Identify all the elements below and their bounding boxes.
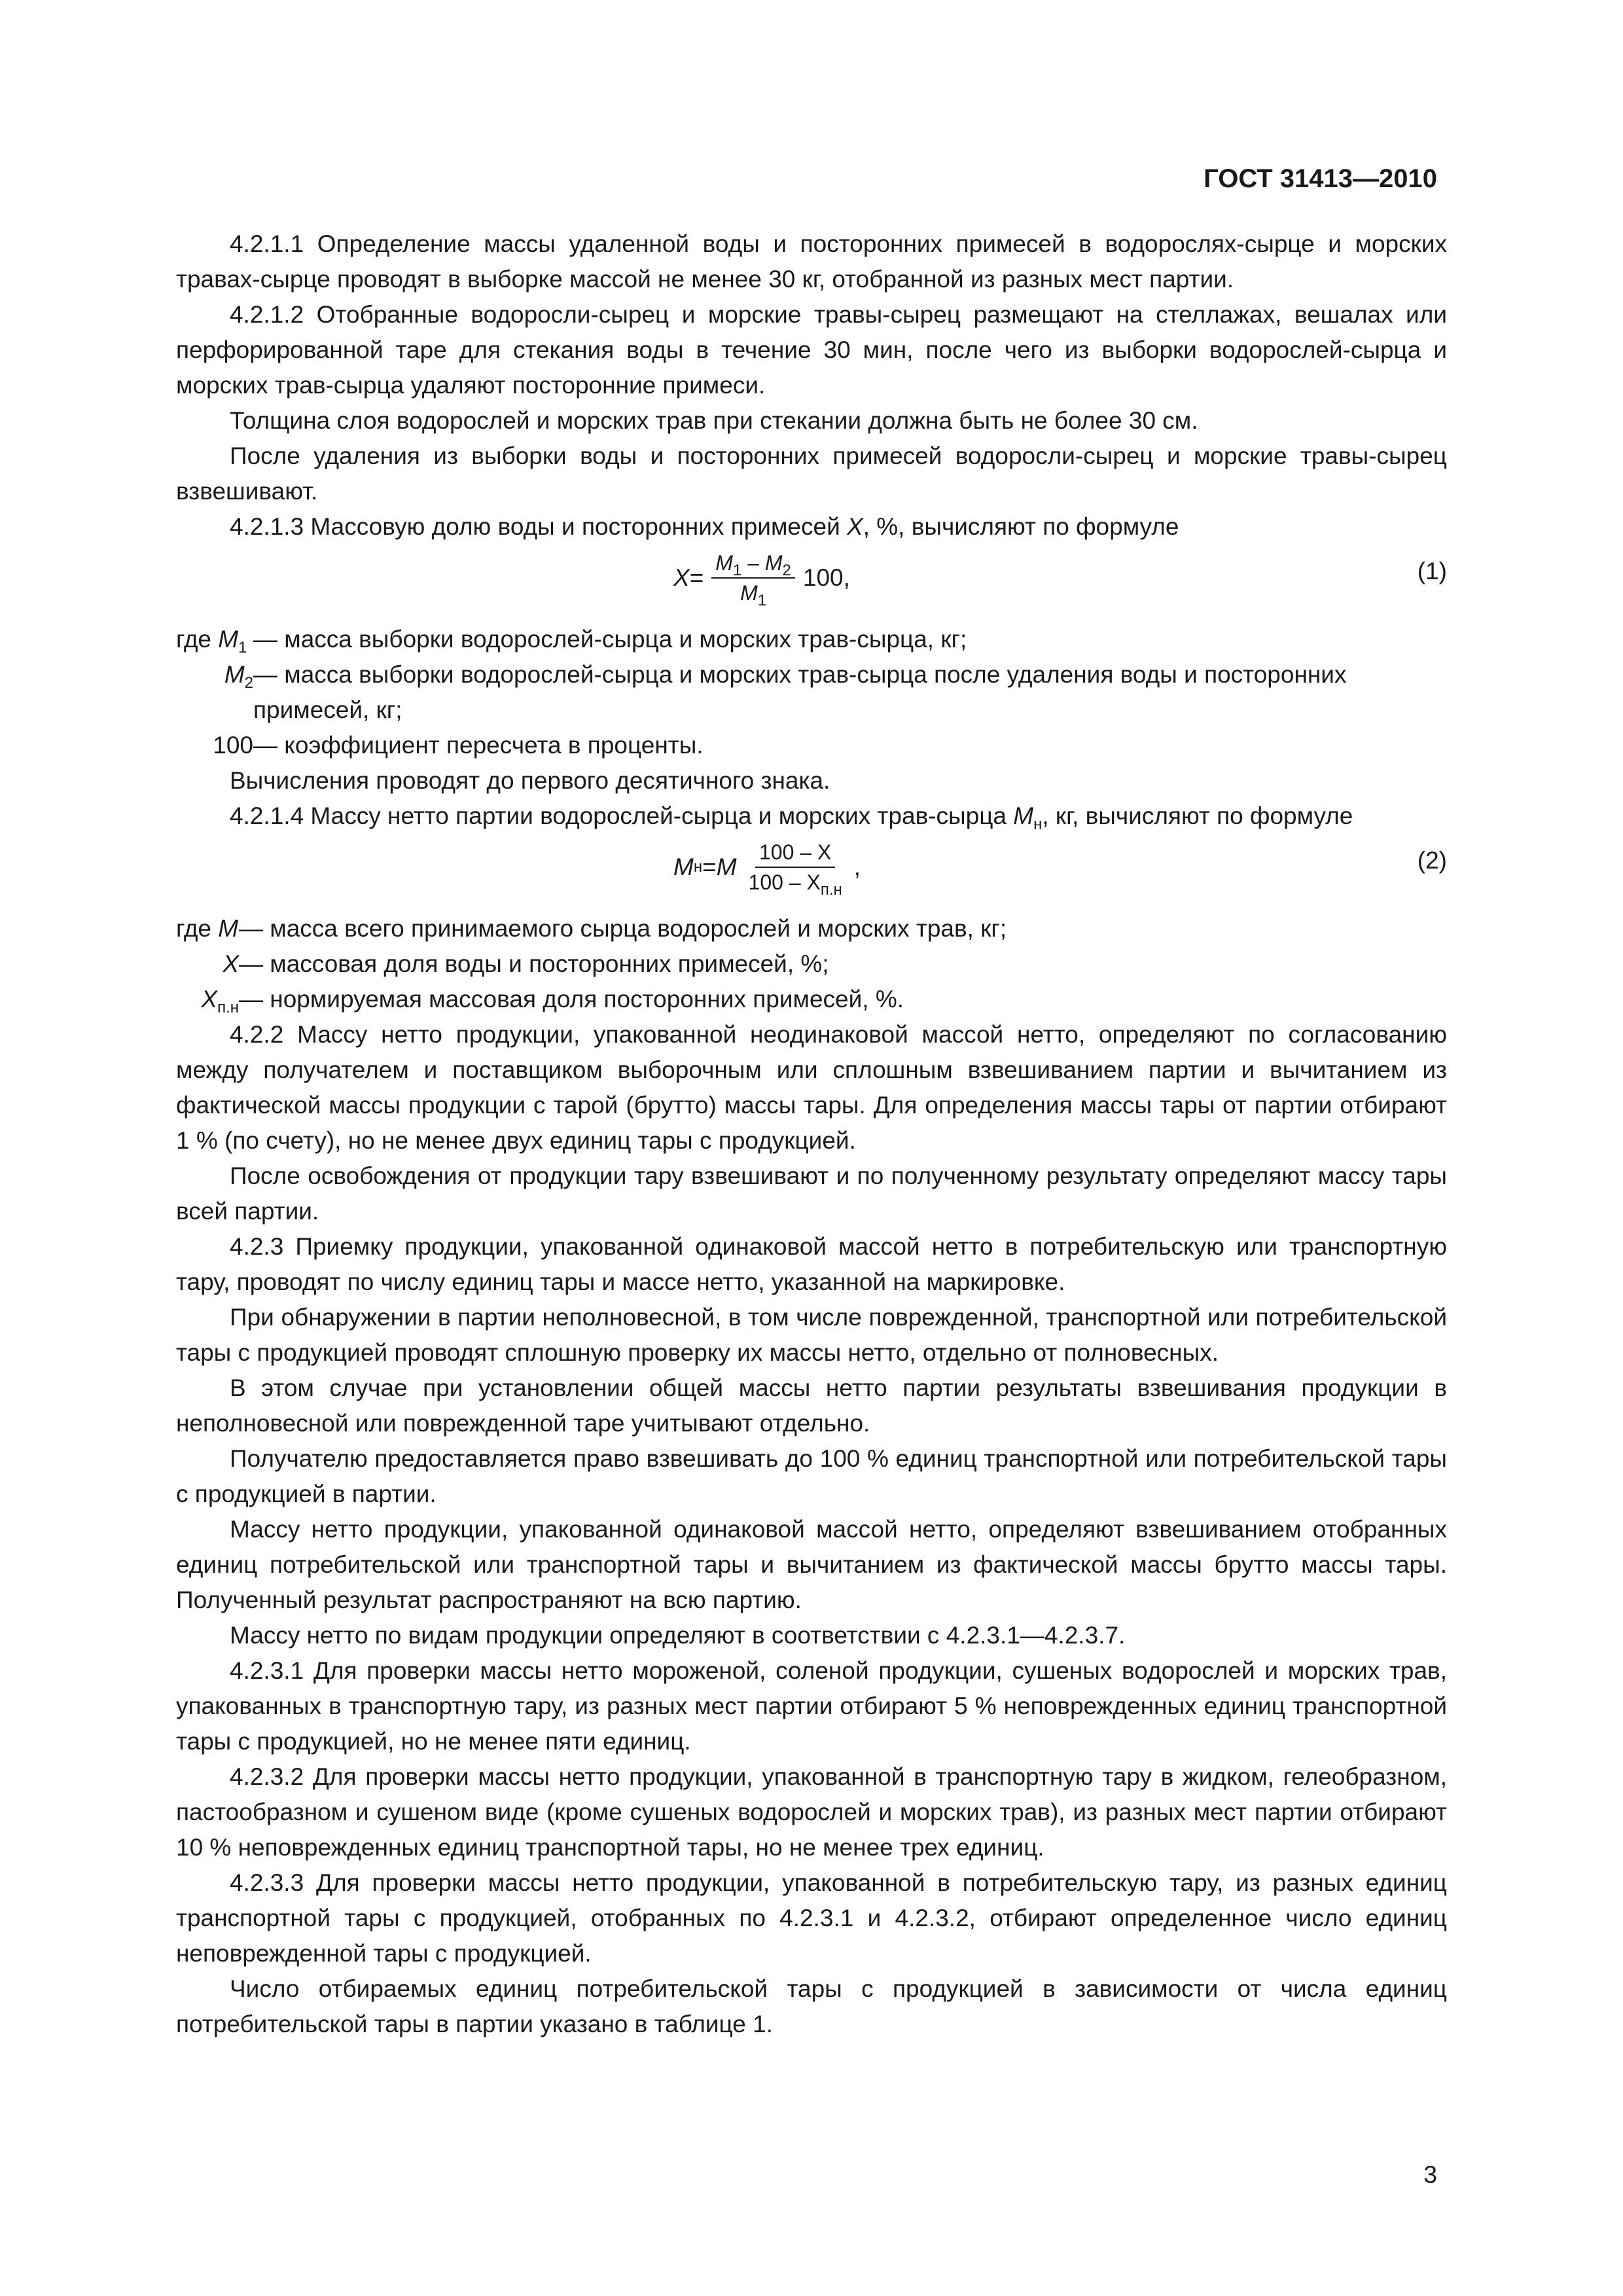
paragraph-4-2-3-2: 4.2.3.2 Для проверки массы нетто продукции, упакованной в транспортную тару в жидком, гелеобразном, пастообразном и сушеном виде (кроме сушеных водорослей и морских трав), из разных мест партии отбирают 10 % неповрежденных единиц транспортной тары, но не менее трех единиц. bbox=[176, 1763, 1447, 1861]
standard-title: ГОСТ 31413—2010 bbox=[1204, 164, 1437, 193]
formula-2-lhs: M bbox=[673, 853, 694, 880]
paragraph-tare-weighing: После освобождения от продукции тару взвешивают и по полученному результату определяют массу тары всей партии. bbox=[176, 1162, 1447, 1225]
paragraph-underweight: При обнаружении в партии неполновесной, в том числе поврежденной, транспортной или потребительской тары с продукцией проводят сплошную проверку их массы нетто, отдельно от полновесных. bbox=[176, 1304, 1447, 1366]
paragraph-by-type: Массу нетто по видам продукции определяют в соответствии с 4.2.3.1—4.2.3.7. bbox=[230, 1622, 1126, 1649]
paragraph-layer-thickness: Толщина слоя водорослей и морских трав при стекании должна быть не более 30 см. bbox=[230, 407, 1198, 434]
paragraph-4-2-1-4: 4.2.1.4 Массу нетто партии водорослей-сырца и морских трав-сырца $M_н$, кг, вычисляют по формуле bbox=[230, 802, 1353, 833]
paragraph-4-2-3-3: 4.2.3.3 Для проверки массы нетто продукции, упакованной в потребительскую тару, из разных единиц транспортной тары с продукцией, отобранных по 4.2.3.1 и 4.2.3.2, отбирают определенное число единиц неповрежденной тары с продукцией. bbox=[176, 1869, 1447, 1967]
where-m1: где $M_1$ — масса выборки водорослей-сырца и морских трав-сырца, кг; bbox=[176, 626, 967, 656]
document-body bbox=[176, 226, 1447, 2042]
where-100: 100 — коэффициент пересчета в проценты. bbox=[213, 732, 704, 759]
where-m: где M — масса всего принимаемого сырца водорослей и морских трав, кг; bbox=[176, 915, 1007, 942]
page-number: 3 bbox=[1423, 2161, 1437, 2188]
paragraph-4-2-1-2: 4.2.1.2 Отобранные водоросли-сырец и морские травы-сырец размещают на стеллажах, вешалах или перфорированной таре для стекания воды в течение 30 мин, после чего из выборки водорослей-сырца и морских трав-сырца удаляют посторонние примеси. bbox=[176, 301, 1447, 399]
formula-1-number: (1) bbox=[1417, 558, 1447, 584]
formula-2: M н = M $\frac{100 - X}{100 - X_{п.н}}$ , (2) bbox=[673, 840, 1447, 899]
where-x: X — массовая доля воды и посторонних примесей, %; bbox=[223, 950, 829, 977]
paragraph-total-mass: В этом случае при установлении общей массы нетто партии результаты взвешивания продукции в неполновесной или поврежденной таре учитывают отдельно. bbox=[176, 1374, 1447, 1437]
paragraph-weighing: После удаления из выборки воды и посторонних примесей водоросли-сырец и морские травы-сырец взвешивают. bbox=[176, 442, 1447, 505]
formula-2-number: (2) bbox=[1417, 847, 1447, 874]
paragraph-4-2-1-3: 4.2.1.3 Массовую долю воды и посторонних примесей X, %, вычисляют по формуле bbox=[230, 513, 1179, 540]
paragraph-4-2-3-1: 4.2.3.1 Для проверки массы нетто мороженой, соленой продукции, сушеных водорослей и морских трав, упакованных в транспортную тару, из разных мест партии отбирают 5 % неповрежденных единиц транспортной тары с продукцией, но не менее пяти единиц. bbox=[176, 1657, 1447, 1755]
formula-2-fraction: $\frac{100 - X}{100 - X_{п.н}}$ bbox=[748, 840, 842, 899]
formula-1-fraction: $\frac{M_1 - M_2}{M_1}$ bbox=[711, 550, 795, 606]
where-m2: $M_2$ — масса выборки водорослей-сырца и морских трав-сырца после удаления воды и посторонних примесей, кг; bbox=[224, 661, 1347, 723]
paragraph-table-ref: Число отбираемых единиц потребительской тары с продукцией в зависимости от числа единиц потребительской тары в партии указано в таблице 1. bbox=[176, 1975, 1447, 2037]
formula-1: X = $\frac{M_1 - M_2}{M_1}$ 100, (1) bbox=[673, 551, 1447, 609]
where-xpn: $X_{п.н}$ — нормируемая массовая доля посторонних примесей, %. bbox=[201, 986, 904, 1016]
paragraph-4-2-3: 4.2.3 Приемку продукции, упакованной одинаковой массой нетто в потребительскую или транспортную тару, проводят по числу единиц тары и массе нетто, указанной на маркировке. bbox=[176, 1233, 1447, 1295]
paragraph-decimal: Вычисления проводят до первого десятичного знака. bbox=[230, 767, 830, 794]
paragraph-net-mass: Массу нетто продукции, упакованной одинаковой массой нетто, определяют взвешиванием отобранных единиц потребительской или транспортной тары и вычитанием из фактической массы брутто массы тары. Полученный результат распространяют на всю партию. bbox=[176, 1516, 1447, 1613]
paragraph-recipient-right: Получателю предоставляется право взвешивать до 100 % единиц транспортной или потребительской тары с продукцией в партии. bbox=[176, 1445, 1447, 1507]
paragraph-4-2-1-1: 4.2.1.1 Определение массы удаленной воды и посторонних примесей в водорослях-сырце и морских травах-сырце проводят в выборке массой не менее 30 кг, отобранной из разных мест партии. bbox=[176, 230, 1447, 293]
paragraph-4-2-2: 4.2.2 Массу нетто продукции, упакованной неодинаковой массой нетто, определяют по согласованию между получателем и поставщиком выборочным или сплошным взвешиванием партии и вычитанием из фактической массы продукции с тарой (брутто) массы тары. Для определения массы тары от партии отбирают 1 % (по счету), но не менее двух единиц тары с продукцией. bbox=[176, 1021, 1447, 1154]
formula-1-lhs: X bbox=[673, 564, 690, 591]
